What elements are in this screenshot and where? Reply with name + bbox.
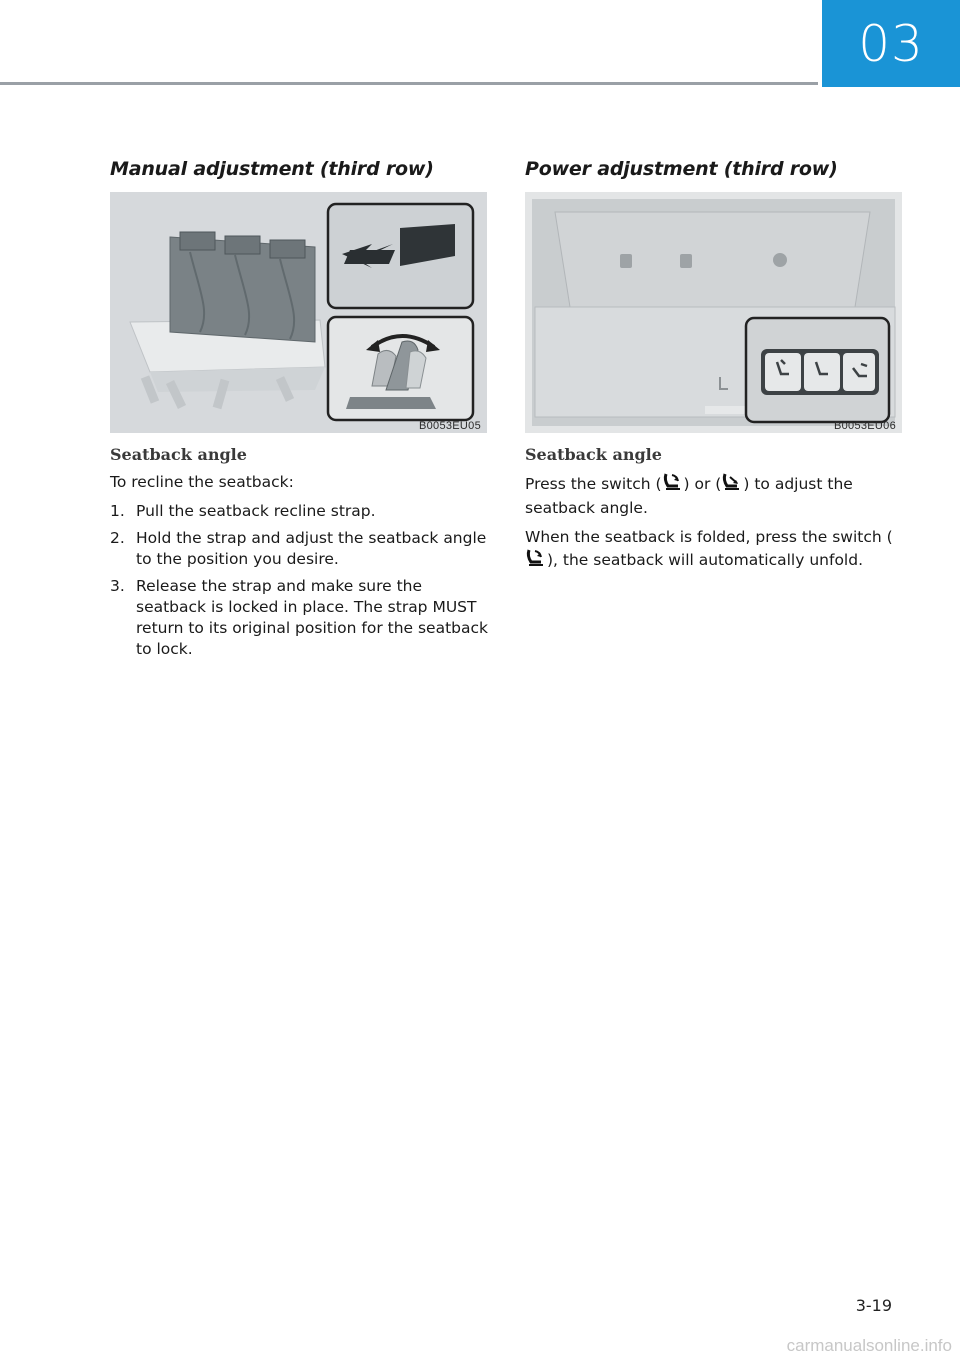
intro-text: To recline the seatback: xyxy=(110,473,294,491)
list-item: 1. Pull the seatback recline strap. xyxy=(110,502,376,520)
figure-code: B0053EU05 xyxy=(418,420,481,432)
section-title-manual: Manual adjustment (third row) xyxy=(110,158,434,180)
page-number: 3-19 xyxy=(855,1296,892,1315)
header-rule xyxy=(0,82,818,85)
cargo-area-illustration xyxy=(525,192,902,433)
section-title-power: Power adjustment (third row) xyxy=(525,158,838,180)
manual-seat-illustration xyxy=(110,192,487,433)
switch-instruction-text: Press the switch ( ) or ( ) to adjust the seatback angle. xyxy=(525,472,903,519)
subtitle-seatback-angle: Seatback angle xyxy=(525,445,662,464)
steps-list xyxy=(110,501,488,660)
right-column xyxy=(525,158,903,582)
figure-power-adjustment xyxy=(525,192,902,433)
seat-fold-forward-icon xyxy=(721,472,743,498)
figure-code: B0053EU06 xyxy=(833,420,896,432)
chapter-tab: 03 xyxy=(822,0,960,87)
list-item: 2. Hold the strap and adjust the seatback angle to the position you desire. xyxy=(110,529,487,568)
unfold-instruction-text: When the seatback is folded, press the switch (), the seatback will automatically unfold. xyxy=(525,527,903,574)
left-column xyxy=(110,158,488,666)
list-item: 3. Release the strap and make sure the seatback is locked in place. The strap MUST return to its original position for the seatback to lock. xyxy=(110,577,489,658)
subtitle-seatback-angle: Seatback angle xyxy=(110,445,247,464)
seat-recline-back-icon xyxy=(525,548,547,574)
seat-recline-back-icon xyxy=(662,472,684,498)
figure-manual-adjustment xyxy=(110,192,487,433)
footer-watermark: carmanualsonline.info xyxy=(786,1336,952,1355)
